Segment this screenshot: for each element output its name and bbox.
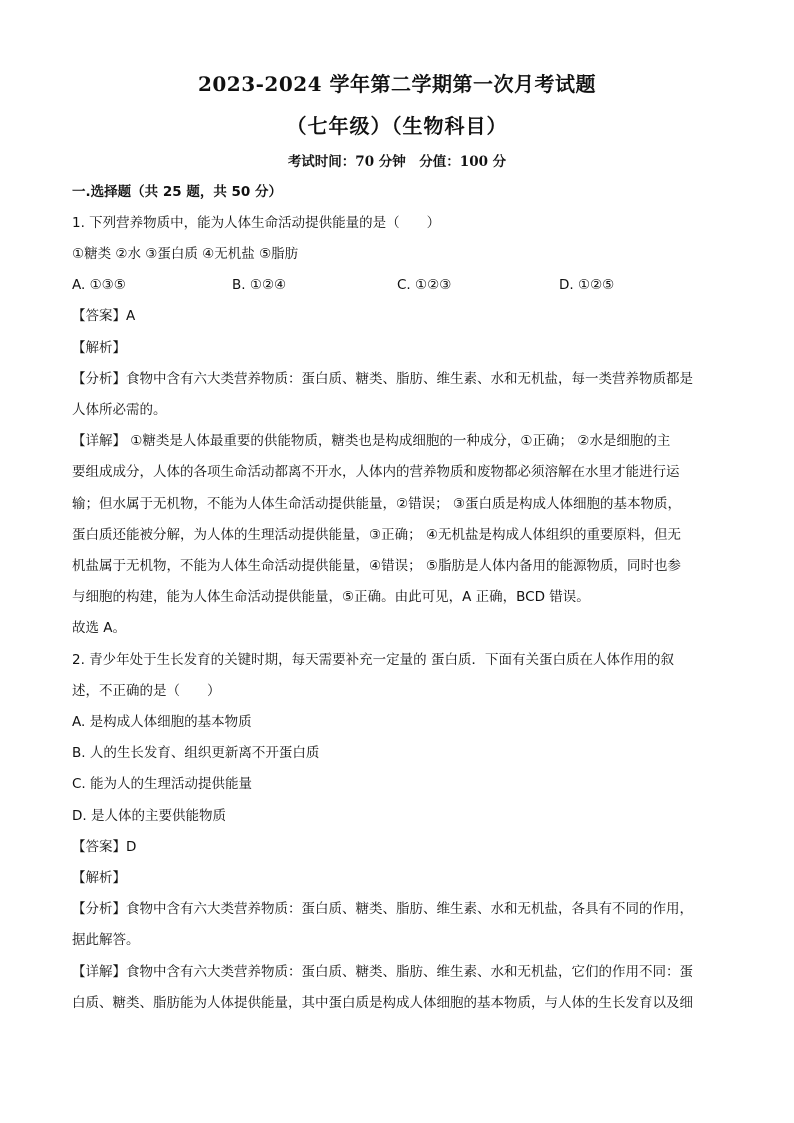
q2-option-d: D. 是人体的主要供能物质 (72, 808, 226, 824)
q1-stem: 1. 下列营养物质中，能为人体生命活动提供能量的是（ ） (72, 215, 441, 231)
q1-items: ①糖类 ②水 ③蛋白质 ④无机盐 ⑤脂肪 (72, 246, 299, 262)
q1-detail-line: 蛋白质还能被分解，为人体的生理活动提供能量，③正确； ④无机盐是构成人体组织的重要原料，但无 (72, 527, 681, 543)
q2-answer: 【答案】D (72, 839, 137, 855)
q1-option-d: D. ①②⑤ (559, 277, 615, 293)
q2-option-c: C. 能为人的生理活动提供能量 (72, 776, 253, 792)
q1-detail-line: 输；但水属于无机物，不能为人体生命活动提供能量，②错误； ③蛋白质是构成人体细胞的基本物质， (72, 496, 681, 512)
q1-detail-line: 【详解】 ①糖类是人体最重要的供能物质，糖类也是构成细胞的一种成分，①正确； ②水是细胞的主 (72, 433, 671, 449)
q2-option-a: A. 是构成人体细胞的基本物质 (72, 714, 252, 730)
q2-fenxi-line: 【分析】食物中含有六大类营养物质：蛋白质、糖类、脂肪、维生素、水和无机盐，各具有不同的作用， (72, 901, 693, 917)
q2-option-b: B. 人的生长发育、组织更新离不开蛋白质 (72, 745, 320, 761)
q1-fenxi-line: 【分析】食物中含有六大类营养物质：蛋白质、糖类、脂肪、维生素、水和无机盐，每一类营养物质都是 (72, 371, 693, 387)
q2-detail-line: 【详解】食物中含有六大类营养物质：蛋白质、糖类、脂肪、维生素、水和无机盐，它们的作用不同：蛋 (72, 964, 693, 980)
exam-title: 2023-2024 学年第二学期第一次月考试题 (197, 72, 597, 96)
exam-info: 考试时间：70 分钟 分值：100 分 (287, 154, 507, 170)
q1-analysis-label: 【解析】 (72, 340, 126, 356)
q1-detail-line: 与细胞的构建，能为人体生命活动提供能量，⑤正确。由此可见，A 正确，BCD 错误。 (72, 589, 590, 605)
q1-option-a: A. ①③⑤ (72, 277, 126, 293)
exam-subtitle: （七年级）（生物科目） (286, 114, 508, 138)
q2-analysis-label: 【解析】 (72, 870, 126, 886)
q2-stem-line: 2. 青少年处于生长发育的关键时期，每天需要补充一定量的 蛋白质．下面有关蛋白质在人体作用的叙 (72, 652, 674, 668)
q1-answer: 【答案】A (72, 308, 136, 324)
q1-detail-line: 要组成成分，人体的各项生命活动都离不开水，人体内的营养物质和废物都必须溶解在水里才能进行运 (72, 464, 680, 480)
q1-option-c: C. ①②③ (397, 277, 452, 293)
q1-conclusion: 故选 A。 (72, 620, 127, 636)
section-heading: 一.选择题（共 25 题，共 50 分） (72, 184, 283, 200)
q1-fenxi-line: 人体所必需的。 (72, 402, 167, 418)
q2-detail-line: 白质、糖类、脂肪能为人体提供能量，其中蛋白质是构成人体细胞的基本物质，与人体的生长发育以及细 (72, 995, 693, 1011)
q2-stem-line: 述，不正确的是（ ） (72, 683, 221, 699)
q1-option-b: B. ①②④ (232, 277, 287, 293)
q2-fenxi-line: 据此解答。 (72, 932, 140, 948)
q1-detail-line: 机盐属于无机物，不能为人体生命活动提供能量，④错误； ⑤脂肪是人体内备用的能源物质，同时也参 (72, 558, 681, 574)
